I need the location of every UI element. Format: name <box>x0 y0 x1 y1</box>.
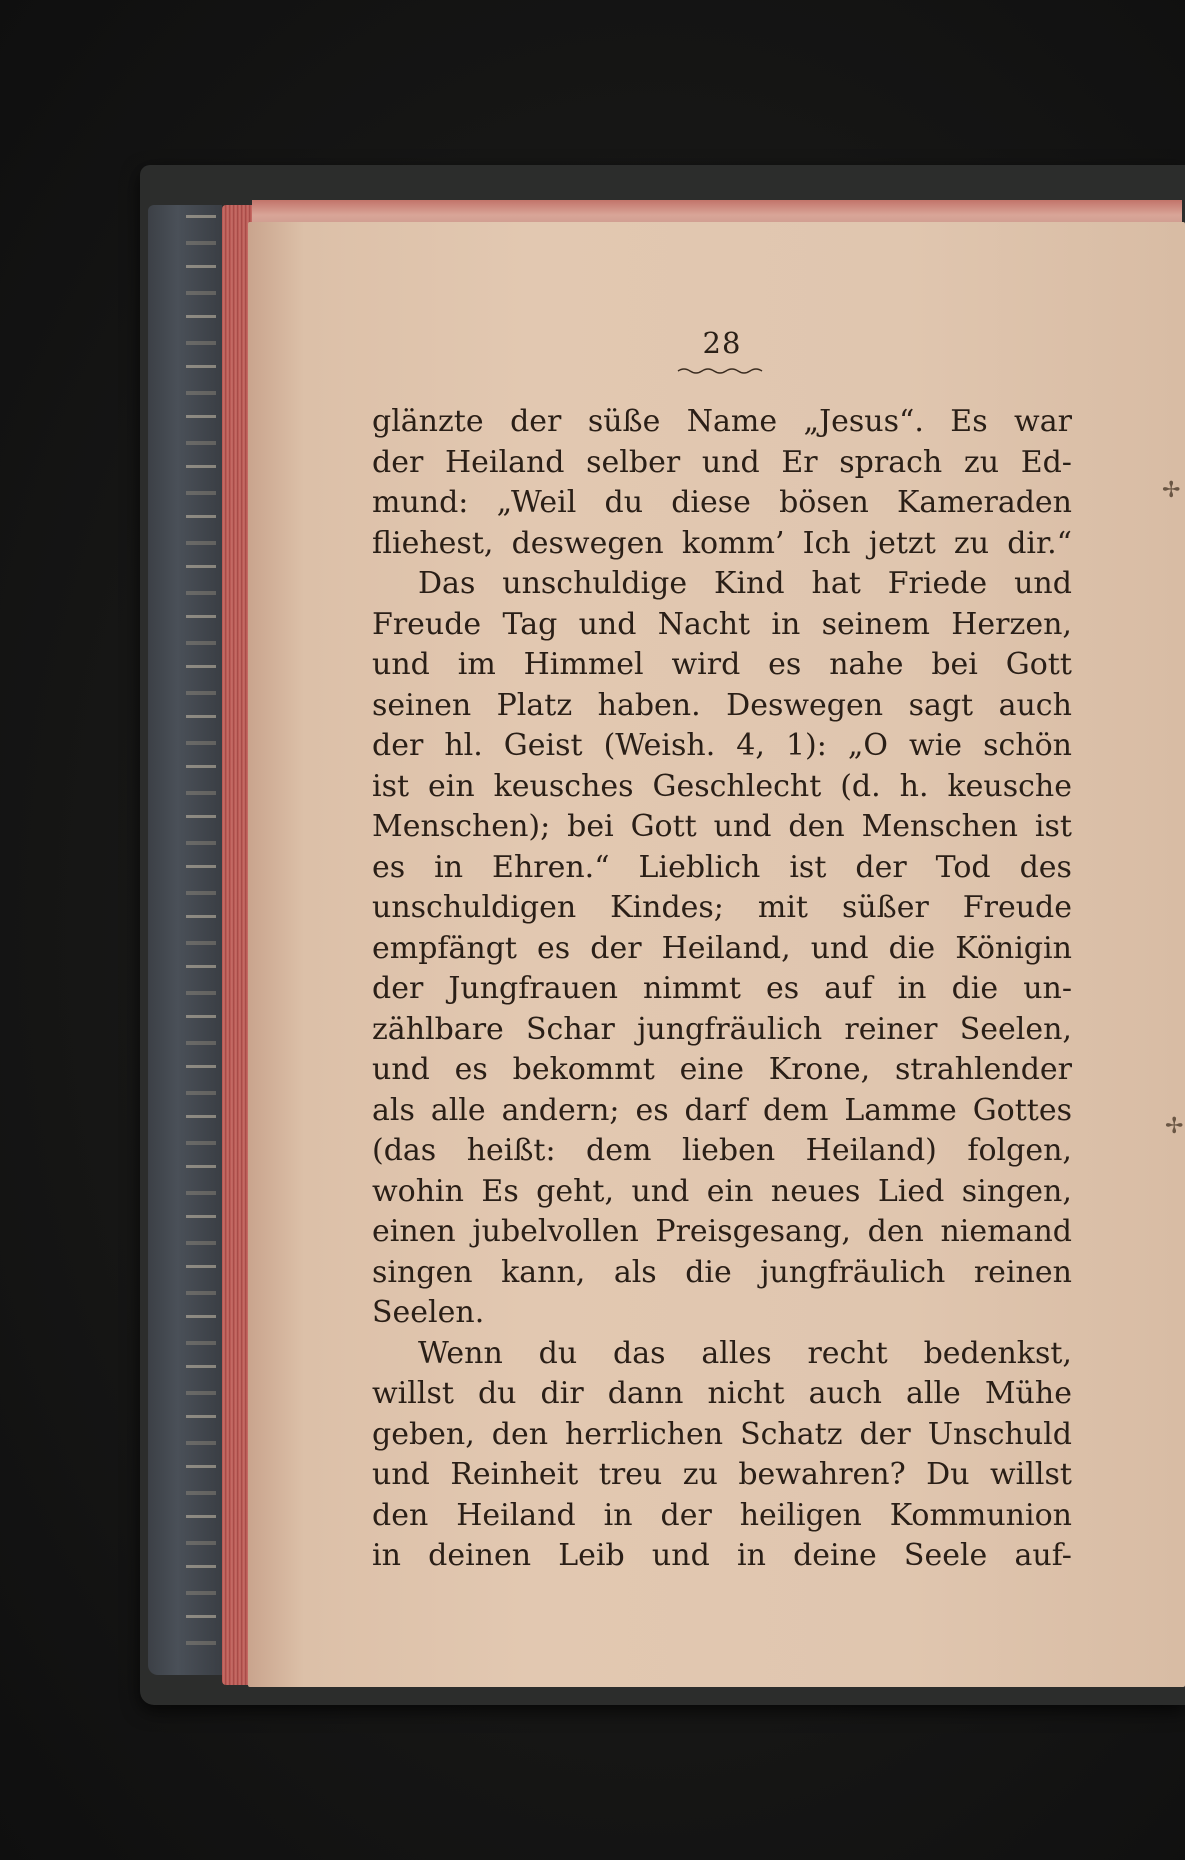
text-line: Freude Tag und Nacht in seinem Herzen, <box>372 606 1072 642</box>
text-line: fliehest, deswegen komm’ Ich jetzt zu dir.“ <box>372 525 1072 561</box>
text-line: geben, den herrlichen Schatz der Unschuld <box>372 1416 1072 1452</box>
text-line: und es bekommt eine Krone, strahlender <box>372 1052 1072 1087</box>
text-line: glänzte der süße Name „Jesus“. Es war <box>372 404 1072 439</box>
text-line: und im Himmel wird es nahe bei Gott <box>372 647 1072 682</box>
text-line: zählbare Schar jungfräulich reiner Seelen, <box>372 1011 1072 1047</box>
text-line: es in Ehren.“ Lieblich ist der Tod des <box>372 849 1072 885</box>
margin-mark-icon: ✢ <box>1162 478 1181 503</box>
text-line: der Jungfrauen nimmt es auf in die un- <box>372 971 1072 1006</box>
text-line: unschuldigen Kindes; mit süßer Freude <box>372 890 1072 925</box>
text-line: mund: „Weil du diese bösen Kameraden <box>372 485 1072 520</box>
text-line: als alle andern; es darf dem Lamme Gottes <box>372 1092 1072 1128</box>
text-line: ist ein keusches Geschlecht (d. h. keusche <box>372 768 1072 804</box>
text-line: willst du dir dann nicht auch alle Mühe <box>372 1376 1072 1411</box>
text-line: Wenn du das alles recht bedenkst, <box>418 1335 1072 1371</box>
text-line: Menschen); bei Gott und den Menschen ist <box>372 809 1072 844</box>
page-number: 28 <box>702 326 742 360</box>
text-line: den Heiland in der heiligen Kommunion <box>372 1497 1072 1533</box>
page-number-flourish <box>676 366 768 376</box>
page-text <box>372 402 1072 1577</box>
text-line: der Heiland selber und Er sprach zu Ed- <box>372 444 1072 480</box>
text-line: singen kann, als die jungfräulich reinen <box>372 1254 1072 1290</box>
text-line: Seelen. <box>372 1295 485 1330</box>
text-line: Das unschuldige Kind hat Friede und <box>418 566 1072 601</box>
text-line: seinen Platz haben. Deswegen sagt auch <box>372 687 1072 723</box>
text-line: (das heißt: dem lieben Heiland) folgen, <box>372 1133 1072 1168</box>
text-line: wohin Es geht, und ein neues Lied singen, <box>372 1173 1072 1209</box>
text-line: und Reinheit treu zu bewahren? Du willst <box>372 1457 1072 1492</box>
text-line: empfängt es der Heiland, und die Königin <box>372 930 1072 966</box>
margin-mark-icon: ✢ <box>1165 1114 1184 1139</box>
text-line: in deinen Leib und in deine Seele auf- <box>372 1538 1072 1573</box>
text-line: einen jubelvollen Preisgesang, den niemand <box>372 1214 1072 1249</box>
spine-ornament <box>186 215 216 1665</box>
text-line: der hl. Geist (Weish. 4, 1): „O wie schön <box>372 728 1072 763</box>
